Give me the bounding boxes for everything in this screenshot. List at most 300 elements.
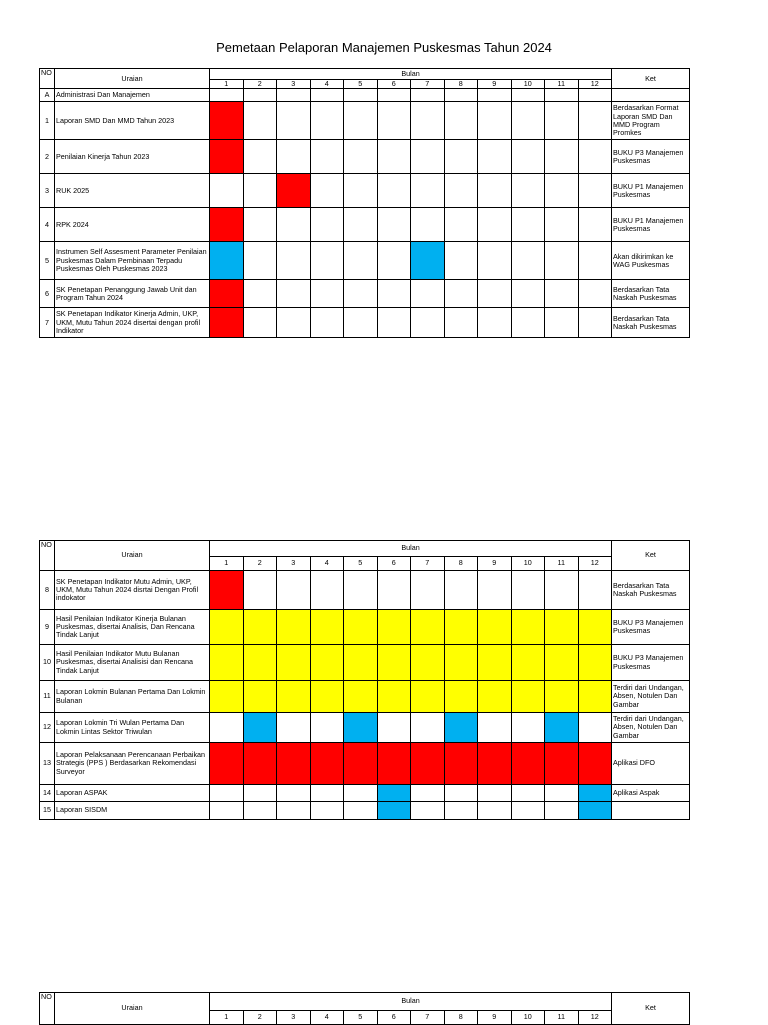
schedule-cell-empty <box>243 140 277 174</box>
reporting-table-1 <box>39 68 690 338</box>
schedule-cell-empty <box>444 785 478 802</box>
row-uraian: SK Penetapan Indikator Mutu Admin, UKP, UKM, Mutu Tahun 2024 disrtai Dengan Profil indokator <box>55 571 210 610</box>
row-number: 10 <box>40 645 55 681</box>
month-header-1: 1 <box>210 80 244 89</box>
schedule-cell-empty <box>545 208 579 242</box>
header-no: NO <box>40 69 55 89</box>
schedule-cell-empty <box>310 802 344 820</box>
row-ket: BUKU P3 Manajemen Puskesmas <box>612 140 690 174</box>
schedule-cell-empty <box>478 308 512 338</box>
table-row <box>40 571 690 610</box>
schedule-cell-empty <box>511 208 545 242</box>
row-number: A <box>40 89 55 102</box>
month-header-12: 12 <box>578 557 612 571</box>
row-uraian: Hasil Penilaian Indikator Kinerja Bulanan Puskesmas, disertai Analisis, Dan Rencana Tindak Lanjut <box>55 610 210 645</box>
schedule-cell-empty <box>511 140 545 174</box>
schedule-cell-blue <box>578 802 612 820</box>
header-no: NO <box>40 993 55 1025</box>
schedule-cell-empty <box>344 102 378 140</box>
schedule-cell-blue <box>243 713 277 743</box>
schedule-cell-empty <box>277 713 311 743</box>
schedule-cell-empty <box>243 785 277 802</box>
row-ket: Berdasarkan Tata Naskah Puskesmas <box>612 280 690 308</box>
schedule-cell-empty <box>344 174 378 208</box>
schedule-cell-empty <box>478 89 512 102</box>
row-uraian: Laporan Lokmin Bulanan Pertama Dan Lokmin Bulanan <box>55 681 210 713</box>
row-uraian: Laporan SMD Dan MMD Tahun 2023 <box>55 102 210 140</box>
schedule-cell-empty <box>377 713 411 743</box>
schedule-cell-empty <box>511 785 545 802</box>
month-header-8: 8 <box>444 1011 478 1025</box>
schedule-cell-empty <box>578 89 612 102</box>
month-header-7: 7 <box>411 1011 445 1025</box>
schedule-cell-yellow <box>344 610 378 645</box>
schedule-cell-yellow <box>478 645 512 681</box>
schedule-cell-empty <box>344 785 378 802</box>
row-uraian: Administrasi Dan Manajemen <box>55 89 210 102</box>
row-ket: Berdasarkan Format Laporan SMD Dan MMD Program Promkes <box>612 102 690 140</box>
schedule-cell-empty <box>578 280 612 308</box>
month-header-5: 5 <box>344 1011 378 1025</box>
schedule-cell-red <box>344 743 378 785</box>
schedule-cell-empty <box>344 308 378 338</box>
schedule-cell-empty <box>277 785 311 802</box>
month-header-2: 2 <box>243 1011 277 1025</box>
schedule-cell-empty <box>511 308 545 338</box>
header-bulan: Bulan <box>210 993 612 1011</box>
month-header-5: 5 <box>344 557 378 571</box>
schedule-cell-empty <box>411 89 445 102</box>
schedule-cell-empty <box>377 571 411 610</box>
schedule-cell-yellow <box>210 645 244 681</box>
row-uraian: RPK 2024 <box>55 208 210 242</box>
schedule-cell-red <box>210 140 244 174</box>
schedule-cell-blue <box>377 802 411 820</box>
month-header-4: 4 <box>310 557 344 571</box>
table-row <box>40 743 690 785</box>
schedule-cell-empty <box>511 242 545 280</box>
month-header-6: 6 <box>377 557 411 571</box>
schedule-cell-empty <box>210 174 244 208</box>
row-ket: Berdasarkan Tata Naskah Puskesmas <box>612 571 690 610</box>
row-number: 2 <box>40 140 55 174</box>
schedule-cell-empty <box>478 280 512 308</box>
schedule-cell-empty <box>210 785 244 802</box>
schedule-cell-empty <box>243 102 277 140</box>
schedule-cell-empty <box>377 140 411 174</box>
schedule-cell-empty <box>478 242 512 280</box>
schedule-cell-empty <box>578 208 612 242</box>
month-header-1: 1 <box>210 557 244 571</box>
schedule-cell-empty <box>344 242 378 280</box>
table-row <box>40 785 690 802</box>
table-row <box>40 174 690 208</box>
month-header-3: 3 <box>277 557 311 571</box>
row-number: 4 <box>40 208 55 242</box>
header-ket: Ket <box>612 541 690 571</box>
row-ket: Aplikasi DFO <box>612 743 690 785</box>
schedule-cell-empty <box>511 174 545 208</box>
table-row <box>40 89 690 102</box>
schedule-cell-yellow <box>344 681 378 713</box>
schedule-cell-yellow <box>277 681 311 713</box>
schedule-cell-empty <box>243 308 277 338</box>
schedule-cell-empty <box>411 785 445 802</box>
row-uraian: RUK 2025 <box>55 174 210 208</box>
schedule-cell-empty <box>310 571 344 610</box>
schedule-cell-empty <box>344 280 378 308</box>
table-row <box>40 208 690 242</box>
schedule-cell-yellow <box>377 681 411 713</box>
schedule-cell-blue <box>444 713 478 743</box>
schedule-cell-red <box>210 571 244 610</box>
schedule-cell-yellow <box>578 681 612 713</box>
schedule-cell-blue <box>377 785 411 802</box>
row-ket: Berdasarkan Tata Naskah Puskesmas <box>612 308 690 338</box>
row-uraian: Penilaian Kinerja Tahun 2023 <box>55 140 210 174</box>
row-number: 11 <box>40 681 55 713</box>
schedule-cell-blue <box>545 713 579 743</box>
schedule-cell-yellow <box>545 610 579 645</box>
schedule-cell-empty <box>511 713 545 743</box>
schedule-cell-empty <box>545 308 579 338</box>
schedule-cell-yellow <box>478 681 512 713</box>
row-number: 6 <box>40 280 55 308</box>
schedule-cell-red <box>277 174 311 208</box>
schedule-cell-empty <box>277 308 311 338</box>
schedule-cell-empty <box>277 571 311 610</box>
schedule-cell-yellow <box>243 610 277 645</box>
schedule-cell-yellow <box>545 645 579 681</box>
schedule-cell-empty <box>478 102 512 140</box>
schedule-cell-empty <box>210 802 244 820</box>
schedule-cell-red <box>444 743 478 785</box>
schedule-cell-empty <box>377 208 411 242</box>
schedule-cell-empty <box>444 308 478 338</box>
row-number: 7 <box>40 308 55 338</box>
schedule-cell-red <box>210 102 244 140</box>
schedule-cell-empty <box>411 280 445 308</box>
schedule-cell-empty <box>578 242 612 280</box>
row-number: 15 <box>40 802 55 820</box>
month-header-10: 10 <box>511 1011 545 1025</box>
schedule-cell-empty <box>511 89 545 102</box>
page-title: Pemetaan Pelaporan Manajemen Puskesmas Tahun 2024 <box>216 40 552 55</box>
schedule-cell-red <box>277 743 311 785</box>
schedule-cell-empty <box>511 571 545 610</box>
schedule-cell-empty <box>277 140 311 174</box>
schedule-cell-yellow <box>277 645 311 681</box>
schedule-cell-empty <box>511 280 545 308</box>
schedule-cell-empty <box>411 571 445 610</box>
schedule-cell-empty <box>545 174 579 208</box>
schedule-cell-empty <box>243 802 277 820</box>
row-uraian: Laporan ASPAK <box>55 785 210 802</box>
schedule-cell-red <box>377 743 411 785</box>
schedule-cell-empty <box>243 208 277 242</box>
schedule-cell-empty <box>511 802 545 820</box>
schedule-cell-empty <box>411 174 445 208</box>
schedule-cell-red <box>578 743 612 785</box>
month-header-8: 8 <box>444 80 478 89</box>
schedule-cell-yellow <box>578 645 612 681</box>
schedule-cell-empty <box>277 89 311 102</box>
schedule-cell-empty <box>444 571 478 610</box>
schedule-cell-blue <box>578 785 612 802</box>
table-row <box>40 140 690 174</box>
schedule-cell-empty <box>277 280 311 308</box>
row-ket: BUKU P1 Manajemen Puskesmas <box>612 174 690 208</box>
table-row <box>40 681 690 713</box>
reporting-table-2 <box>39 540 690 820</box>
month-header-12: 12 <box>578 1011 612 1025</box>
schedule-cell-empty <box>277 208 311 242</box>
schedule-cell-empty <box>243 242 277 280</box>
schedule-cell-empty <box>545 140 579 174</box>
schedule-cell-yellow <box>310 645 344 681</box>
month-header-10: 10 <box>511 80 545 89</box>
row-number: 1 <box>40 102 55 140</box>
schedule-cell-yellow <box>277 610 311 645</box>
schedule-cell-empty <box>344 89 378 102</box>
month-header-2: 2 <box>243 557 277 571</box>
schedule-cell-empty <box>444 174 478 208</box>
table-row <box>40 802 690 820</box>
month-header-11: 11 <box>545 557 579 571</box>
header-row <box>40 541 690 557</box>
row-ket <box>612 802 690 820</box>
schedule-cell-empty <box>511 102 545 140</box>
month-header-8: 8 <box>444 557 478 571</box>
row-number: 3 <box>40 174 55 208</box>
row-uraian: SK Penetapan Indikator Kinerja Admin, UKP, UKM, Mutu Tahun 2024 disertai dengan profil Indikator <box>55 308 210 338</box>
schedule-cell-yellow <box>511 645 545 681</box>
schedule-cell-empty <box>344 208 378 242</box>
schedule-cell-empty <box>210 713 244 743</box>
schedule-cell-empty <box>377 308 411 338</box>
row-uraian: SK Penetapan Penanggung Jawab Unit dan Program Tahun 2024 <box>55 280 210 308</box>
month-header-10: 10 <box>511 557 545 571</box>
schedule-cell-empty <box>344 140 378 174</box>
schedule-cell-red <box>243 743 277 785</box>
schedule-cell-yellow <box>377 645 411 681</box>
table-row <box>40 308 690 338</box>
table-row <box>40 713 690 743</box>
month-header-7: 7 <box>411 557 445 571</box>
schedule-cell-red <box>210 308 244 338</box>
schedule-cell-empty <box>277 102 311 140</box>
schedule-cell-empty <box>478 713 512 743</box>
schedule-cell-yellow <box>444 610 478 645</box>
month-header-3: 3 <box>277 80 311 89</box>
schedule-cell-red <box>210 743 244 785</box>
schedule-cell-empty <box>411 308 445 338</box>
schedule-cell-yellow <box>210 681 244 713</box>
month-header-11: 11 <box>545 1011 579 1025</box>
schedule-cell-red <box>478 743 512 785</box>
month-header-9: 9 <box>478 80 512 89</box>
row-uraian: Hasil Penilaian Indikator Mutu Bulanan Puskesmas, disertai Analisisi dan Rencana Tindak Lanjut <box>55 645 210 681</box>
schedule-cell-empty <box>578 308 612 338</box>
row-uraian: Laporan SISDM <box>55 802 210 820</box>
row-uraian: Instrumen Self Assesment Parameter Penilaian Puskesmas Dalam Pembinaan Terpadu Puskesmas Oleh Puskesmas 2023 <box>55 242 210 280</box>
schedule-cell-yellow <box>243 645 277 681</box>
schedule-cell-empty <box>243 174 277 208</box>
schedule-cell-yellow <box>377 610 411 645</box>
row-ket: BUKU P3 Manajemen Puskesmas <box>612 610 690 645</box>
schedule-cell-empty <box>478 571 512 610</box>
schedule-cell-empty <box>310 308 344 338</box>
schedule-cell-empty <box>377 242 411 280</box>
schedule-cell-empty <box>277 242 311 280</box>
schedule-cell-empty <box>310 102 344 140</box>
row-uraian: Laporan Pelaksanaan Perencanaan Perbaikan Strategis (PPS ) Berdasarkan Rekomendasi Surveyor <box>55 743 210 785</box>
schedule-cell-red <box>545 743 579 785</box>
header-row <box>40 69 690 80</box>
month-header-12: 12 <box>578 80 612 89</box>
row-number: 5 <box>40 242 55 280</box>
schedule-cell-empty <box>310 242 344 280</box>
schedule-cell-empty <box>310 785 344 802</box>
schedule-cell-empty <box>411 713 445 743</box>
schedule-cell-empty <box>545 571 579 610</box>
schedule-cell-empty <box>478 174 512 208</box>
schedule-cell-empty <box>545 102 579 140</box>
schedule-cell-empty <box>444 280 478 308</box>
schedule-cell-empty <box>310 208 344 242</box>
table-row <box>40 242 690 280</box>
month-header-11: 11 <box>545 80 579 89</box>
schedule-cell-empty <box>578 102 612 140</box>
header-row <box>40 993 690 1011</box>
schedule-cell-empty <box>545 89 579 102</box>
schedule-cell-empty <box>243 280 277 308</box>
header-ket: Ket <box>612 993 690 1025</box>
schedule-cell-yellow <box>511 681 545 713</box>
month-header-6: 6 <box>377 80 411 89</box>
schedule-cell-empty <box>310 174 344 208</box>
header-bulan: Bulan <box>210 69 612 80</box>
schedule-cell-empty <box>310 140 344 174</box>
schedule-cell-empty <box>444 242 478 280</box>
schedule-cell-empty <box>411 208 445 242</box>
schedule-cell-empty <box>444 140 478 174</box>
schedule-cell-yellow <box>310 610 344 645</box>
schedule-cell-empty <box>310 713 344 743</box>
schedule-cell-empty <box>444 208 478 242</box>
row-ket: Terdiri dari Undangan, Absen, Notulen Dan Gambar <box>612 681 690 713</box>
header-ket: Ket <box>612 69 690 89</box>
schedule-cell-yellow <box>578 610 612 645</box>
row-ket <box>612 89 690 102</box>
schedule-cell-empty <box>210 89 244 102</box>
header-uraian: Uraian <box>55 69 210 89</box>
schedule-cell-yellow <box>444 681 478 713</box>
schedule-cell-yellow <box>478 610 512 645</box>
table-row <box>40 610 690 645</box>
schedule-cell-yellow <box>545 681 579 713</box>
schedule-cell-empty <box>344 571 378 610</box>
schedule-cell-empty <box>411 102 445 140</box>
schedule-cell-yellow <box>344 645 378 681</box>
schedule-cell-red <box>411 743 445 785</box>
row-ket: Terdiri dari Undangan, Absen, Notulen Dan Gambar <box>612 713 690 743</box>
schedule-cell-yellow <box>411 681 445 713</box>
schedule-cell-empty <box>545 280 579 308</box>
schedule-cell-empty <box>545 242 579 280</box>
schedule-cell-blue <box>210 242 244 280</box>
month-header-1: 1 <box>210 1011 244 1025</box>
schedule-cell-empty <box>243 571 277 610</box>
schedule-cell-empty <box>310 280 344 308</box>
schedule-cell-empty <box>578 571 612 610</box>
schedule-cell-empty <box>411 140 445 174</box>
row-ket: BUKU P1 Manajemen Puskesmas <box>612 208 690 242</box>
schedule-cell-blue <box>411 242 445 280</box>
schedule-cell-yellow <box>411 610 445 645</box>
schedule-cell-yellow <box>243 681 277 713</box>
schedule-cell-empty <box>377 280 411 308</box>
month-header-6: 6 <box>377 1011 411 1025</box>
schedule-cell-empty <box>377 102 411 140</box>
schedule-cell-yellow <box>411 645 445 681</box>
month-header-9: 9 <box>478 557 512 571</box>
header-uraian: Uraian <box>55 993 210 1025</box>
schedule-cell-empty <box>444 802 478 820</box>
month-header-4: 4 <box>310 1011 344 1025</box>
month-header-9: 9 <box>478 1011 512 1025</box>
schedule-cell-empty <box>444 102 478 140</box>
month-header-7: 7 <box>411 80 445 89</box>
header-bulan: Bulan <box>210 541 612 557</box>
schedule-cell-empty <box>545 802 579 820</box>
schedule-cell-red <box>511 743 545 785</box>
row-ket: Akan dikirimkan ke WAG Puskesmas <box>612 242 690 280</box>
schedule-cell-empty <box>478 140 512 174</box>
month-header-5: 5 <box>344 80 378 89</box>
schedule-cell-red <box>210 208 244 242</box>
schedule-cell-empty <box>478 802 512 820</box>
reporting-table-3 <box>39 992 690 1025</box>
schedule-cell-red <box>310 743 344 785</box>
row-number: 14 <box>40 785 55 802</box>
schedule-cell-empty <box>411 802 445 820</box>
row-number: 8 <box>40 571 55 610</box>
schedule-cell-empty <box>377 174 411 208</box>
row-ket: BUKU P3 Manajemen Puskesmas <box>612 645 690 681</box>
schedule-cell-empty <box>578 713 612 743</box>
row-number: 9 <box>40 610 55 645</box>
schedule-cell-empty <box>545 785 579 802</box>
schedule-cell-empty <box>310 89 344 102</box>
row-number: 13 <box>40 743 55 785</box>
month-header-4: 4 <box>310 80 344 89</box>
table-row <box>40 280 690 308</box>
schedule-cell-yellow <box>444 645 478 681</box>
schedule-cell-empty <box>478 208 512 242</box>
schedule-cell-empty <box>243 89 277 102</box>
schedule-cell-empty <box>444 89 478 102</box>
schedule-cell-yellow <box>310 681 344 713</box>
schedule-cell-empty <box>478 785 512 802</box>
row-ket: Aplikasi Aspak <box>612 785 690 802</box>
table-row <box>40 645 690 681</box>
month-header-3: 3 <box>277 1011 311 1025</box>
schedule-cell-blue <box>344 713 378 743</box>
row-uraian: Laporan Lokmin Tri Wulan Pertama Dan Lokmin Lintas Sektor Triwulan <box>55 713 210 743</box>
month-header-2: 2 <box>243 80 277 89</box>
header-uraian: Uraian <box>55 541 210 571</box>
